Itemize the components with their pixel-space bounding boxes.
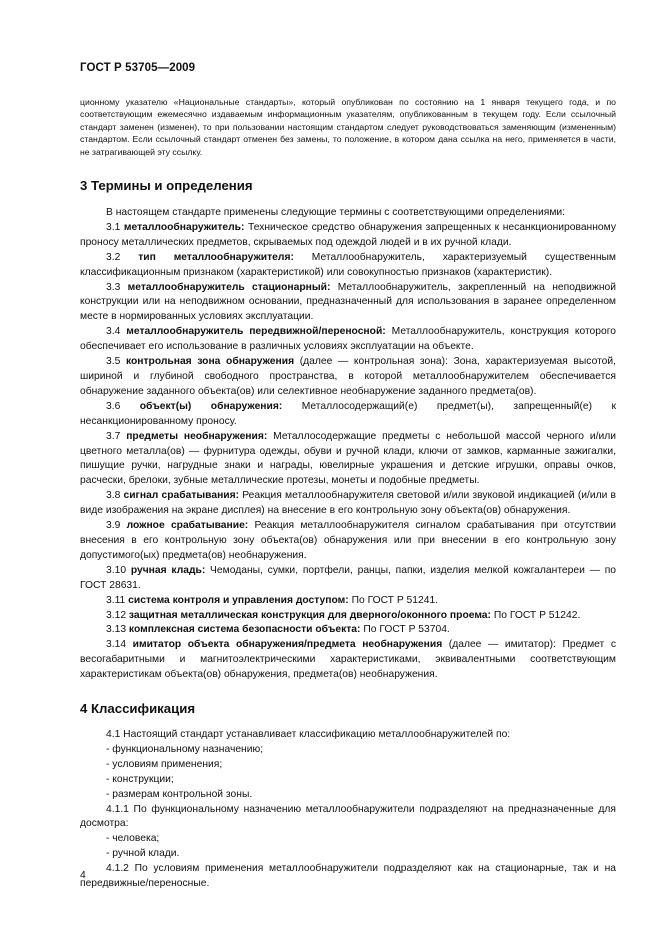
- term-definition: По ГОСТ Р 51241.: [351, 594, 439, 606]
- term-3-7: [80, 430, 616, 490]
- term-number: 3.9: [106, 520, 121, 532]
- term-number: 3.6: [106, 400, 121, 412]
- term-number: 3.8: [106, 490, 121, 502]
- term-number: 3.10: [106, 564, 127, 576]
- term-number: 3.11: [106, 594, 126, 606]
- list-item: - условиям применения;: [106, 758, 223, 770]
- list-item: - ручной клади.: [106, 848, 180, 860]
- term-number: 3.1: [106, 221, 121, 233]
- term-name: защитная металлическая конструкция для дверного/оконного проема:: [128, 609, 491, 621]
- term-number: 3.14: [106, 639, 127, 651]
- term-3-10: [80, 564, 616, 594]
- section-3-heading: 3 Термины и определения: [80, 178, 253, 194]
- list-item: - человека;: [106, 833, 160, 845]
- term-name: контрольная зона обнаружения: [125, 356, 295, 368]
- list-item: - конструкции;: [106, 773, 174, 785]
- term-name: ложное срабатывание:: [126, 520, 249, 532]
- term-3-9: [80, 519, 616, 564]
- section-4-heading: 4 Классификация: [80, 701, 196, 717]
- paragraph-4-1-2: 4.1.2 По условиям применения металлообнаружители подразделяют как на стационарные, так и на передвижные/переносные.: [80, 863, 616, 890]
- intro-paragraph: ционному указателю «Национальные стандарты», который опубликован по состоянию на 1 января текущего года, и по соответствующим ежемесячно издаваемым информационным указателям, опубликованным в текущем году. Если ссылочный стандарт заменен (изменен), то при пользовании настоящим стандартом следует руководствоваться заменяющим (измененным) стандартом. Если ссылочный стандарт отменен без замены, то положение, в котором дана ссылка на него, применяется в части, не затрагивающей эту ссылку.: [80, 97, 616, 157]
- list-item: - функциональному назначению;: [106, 743, 264, 755]
- term-definition: (далее — контрольная зона): Зона, характеризуемая высотой, шириной и глубиной свободного пространства, в которой металлообнаружителем обеспечивается обнаружение заданного объекта(ов) или селективное необнаружение заданного предмета(ов).: [80, 356, 617, 397]
- term-name: имитатор объекта обнаружения/предмета необнаружения: [132, 639, 443, 651]
- term-number: 3.5: [106, 356, 121, 368]
- term-definition: (далее — имитатор): Предмет с весогабаритными и магнитоэлектрическими характеристиками, эквивалентными соответствующим характеристикам объекта(ов) обнаружения, предмета(ов) необнаружения.: [80, 639, 616, 681]
- term-number: 3.13: [106, 624, 127, 636]
- term-name: металлообнаружитель передвижной/переносной:: [126, 326, 386, 338]
- term-name: металлообнаружитель стационарный:: [127, 281, 331, 293]
- term-definition: Реакция металлообнаружителя сигналом срабатывания при отсутствии внесения в его контрольную зону объекта(ов) обнаружения или при внесении в его контрольную зону допустимого(ых) предмета(ов) необнаружения.: [80, 520, 616, 561]
- paragraph-4-1-1: 4.1.1 По функциональному назначению металлообнаружители подразделяют на предназначенные для досмотра:: [80, 803, 616, 830]
- term-number: 3.4: [106, 326, 121, 338]
- term-3-4: [80, 325, 616, 355]
- term-name: система контроля и управления доступом:: [128, 594, 349, 606]
- term-3-3: [80, 281, 616, 326]
- term-name: тип металлообнаружителя:: [138, 251, 294, 263]
- term-definition: Металлосодержащие предметы с небольшой массой черного и/или цветного металла(ов) — фурнитура одежды, обуви и ручной клади, ключи от замков, карманные зажигалки, пишущие ручки, нагрудные знаки и награды, ювелирные украшения и детские игрушки, оправы очков, расчески, брелоки, зубные металлические протезы, монеты и подобные предметы.: [80, 430, 616, 487]
- term-3-1: [80, 221, 616, 251]
- term-3-13: [80, 623, 616, 638]
- term-3-14: [80, 638, 616, 683]
- page-number: 4: [80, 870, 86, 881]
- term-definition: Реакция металлообнаружителя световой и/или звуковой индикацией (и/или в виде изображения на экране дисплея) на внесение в его контрольную зону объекта(ов) обнаружения.: [80, 490, 616, 517]
- term-3-5: [80, 355, 616, 400]
- term-3-2: [80, 251, 616, 281]
- term-3-12: [80, 609, 616, 624]
- term-definition: Металлообнаружитель, характеризуемый существенным классификационным признаком (характеристикой) или совокупностью признаков (характеристик).: [80, 251, 616, 278]
- term-number: 3.12: [106, 609, 127, 621]
- term-name: металлообнаружитель:: [123, 221, 245, 233]
- term-definition: По ГОСТ Р 51242.: [493, 609, 581, 621]
- term-name: предметы необнаружения:: [126, 430, 268, 442]
- page-content: [80, 96, 616, 892]
- term-definition: Металлосодержащий(е) предмет(ы), запрещенный(е) к несанкционированному проносу.: [80, 400, 616, 427]
- term-number: 3.2: [106, 251, 121, 263]
- paragraph-4-1: 4.1 Настоящий стандарт устанавливает классификацию металлообнаружителей по:: [106, 729, 511, 741]
- document-header: ГОСТ Р 53705—2009: [80, 62, 196, 74]
- term-3-8: [80, 489, 616, 519]
- section-3-lead: В настоящем стандарте применены следующие термины с соответствующими определениями:: [106, 207, 566, 219]
- term-name: объект(ы) обнаружения:: [139, 400, 283, 412]
- term-definition: Чемоданы, сумки, портфели, ранцы, папки, изделия мелкой кожгалантереи — по ГОСТ 28631.: [80, 564, 616, 591]
- term-definition: Металлообнаружитель, закрепленный на неподвижной конструкции или на неподвижном основании, предназначенный для использования в заранее определенном месте в нормированных условиях эксплуатации.: [80, 281, 616, 323]
- term-definition: Металлообнаружитель, конструкция которого обеспечивает его использование в различных условиях эксплуатации на объекте.: [80, 326, 616, 353]
- term-definition: Техническое средство обнаружения запрещенных к несанкционированному проносу металлических предметов, скрываемых под одеждой людей и в их ручной клади.: [80, 221, 616, 248]
- term-name: сигнал срабатывания:: [123, 490, 240, 502]
- list-item: - размерам контрольной зоны.: [106, 788, 253, 800]
- term-definition: По ГОСТ Р 53704.: [363, 624, 450, 636]
- term-number: 3.7: [106, 430, 121, 442]
- term-3-6: [80, 400, 616, 430]
- term-name: ручная кладь:: [130, 564, 206, 576]
- term-name: комплексная система безопасности объекта:: [128, 624, 361, 636]
- term-number: 3.3: [106, 281, 121, 293]
- term-3-11: [80, 594, 616, 609]
